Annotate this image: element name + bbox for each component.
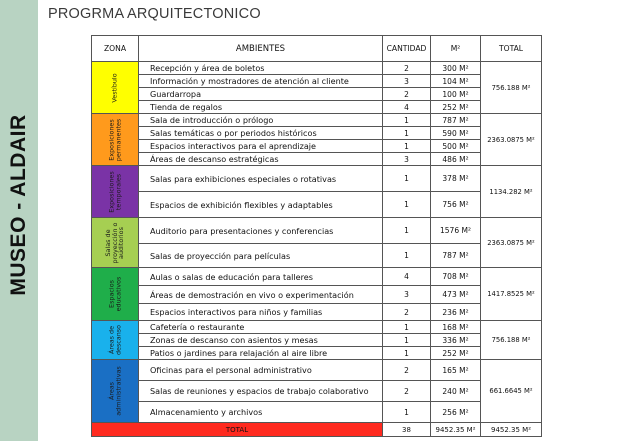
- m2-cell: 236 M²: [431, 304, 481, 321]
- total-row: [92, 423, 542, 437]
- m2-cell: 300 M²: [431, 62, 481, 75]
- program-table: [91, 35, 542, 437]
- grand-total-cell: 9452.35 M²: [481, 423, 542, 437]
- zone-total-cell: 756.188 M²: [481, 62, 542, 114]
- ambiente-cell: Salas de reuniones y espacios de trabajo colaborativo: [139, 381, 383, 402]
- cantidad-cell: 2: [383, 304, 431, 321]
- side-title: MUSEO - ALDAIR: [7, 114, 30, 296]
- table-row: [92, 268, 542, 286]
- cantidad-cell: 1: [383, 127, 431, 140]
- zone-total-cell: 2363.0875 M²: [481, 114, 542, 166]
- table-row: [92, 244, 542, 268]
- table-row: [92, 304, 542, 321]
- m2-cell: 756 M²: [431, 192, 481, 218]
- table-row: [92, 347, 542, 360]
- ambiente-cell: Áreas de demostración en vivo o experimentación: [139, 286, 383, 304]
- cantidad-cell: 2: [383, 88, 431, 101]
- m2-cell: 378 M²: [431, 166, 481, 192]
- zone-total-cell: 2363.0875 M²: [481, 218, 542, 268]
- ambiente-cell: Tienda de regalos: [139, 101, 383, 114]
- ambiente-cell: Espacios de exhibición flexibles y adaptables: [139, 192, 383, 218]
- zone-label: Vestíbulo: [110, 72, 119, 103]
- cantidad-cell: 2: [383, 360, 431, 381]
- zone-label: Exposiciones temporales: [107, 170, 122, 213]
- total-label-cell: TOTAL: [92, 423, 383, 437]
- zone-label: Exposiciones permanentes: [107, 118, 122, 161]
- zone-total-cell: 661.6645 M²: [481, 360, 542, 423]
- cantidad-cell: 1: [383, 402, 431, 423]
- total-cantidad-cell: 38: [383, 423, 431, 437]
- header-total: TOTAL: [481, 36, 542, 62]
- zone-total-cell: 1134.282 M²: [481, 166, 542, 218]
- zone-cell-exposiciones-temporales: [92, 166, 139, 218]
- cantidad-cell: 1: [383, 334, 431, 347]
- table-row: [92, 321, 542, 334]
- ambiente-cell: Sala de introducción o prólogo: [139, 114, 383, 127]
- table-row: [92, 62, 542, 75]
- ambiente-cell: Información y mostradores de atención al cliente: [139, 75, 383, 88]
- ambiente-cell: Almacenamiento y archivos: [139, 402, 383, 423]
- ambiente-cell: Recepción y área de boletos: [139, 62, 383, 75]
- ambiente-cell: Patios o jardines para relajación al aire libre: [139, 347, 383, 360]
- m2-cell: 252 M²: [431, 101, 481, 114]
- ambiente-cell: Salas para exhibiciones especiales o rotativas: [139, 166, 383, 192]
- table-row: [92, 360, 542, 381]
- zone-label: Áreas administrativas: [107, 366, 122, 416]
- m2-cell: 252 M²: [431, 347, 481, 360]
- cantidad-cell: 1: [383, 321, 431, 334]
- zone-cell-salas-proyeccion: [92, 218, 139, 268]
- ambiente-cell: Salas temáticas o por periodos históricos: [139, 127, 383, 140]
- table-row: [92, 101, 542, 114]
- table-header-row: [92, 36, 542, 62]
- cantidad-cell: 3: [383, 286, 431, 304]
- zone-total-cell: 756.188 M²: [481, 321, 542, 360]
- table-row: [92, 381, 542, 402]
- ambiente-cell: Oficinas para el personal administrativo: [139, 360, 383, 381]
- m2-cell: 100 M²: [431, 88, 481, 101]
- cantidad-cell: 1: [383, 166, 431, 192]
- zone-cell-vestibulo: [92, 62, 139, 114]
- m2-cell: 1576 M²: [431, 218, 481, 244]
- m2-cell: 500 M²: [431, 140, 481, 153]
- table-row: [92, 192, 542, 218]
- table-row: [92, 286, 542, 304]
- table-row: [92, 114, 542, 127]
- side-banner: [0, 0, 38, 441]
- total-m2-cell: 9452.35 M²: [431, 423, 481, 437]
- table-row: [92, 127, 542, 140]
- zone-total-cell: 1417.8525 M²: [481, 268, 542, 321]
- ambiente-cell: Áreas de descanso estratégicas: [139, 153, 383, 166]
- cantidad-cell: 2: [383, 381, 431, 402]
- cantidad-cell: 1: [383, 244, 431, 268]
- ambiente-cell: Guardarropa: [139, 88, 383, 101]
- ambiente-cell: Salas de proyección para películas: [139, 244, 383, 268]
- table-row: [92, 334, 542, 347]
- zone-cell-exposiciones-permanentes: [92, 114, 139, 166]
- zone-label: Áreas de descanso: [107, 324, 122, 356]
- cantidad-cell: 1: [383, 218, 431, 244]
- m2-cell: 168 M²: [431, 321, 481, 334]
- page-title: PROGRMA ARQUITECTONICO: [48, 6, 261, 22]
- m2-cell: 708 M²: [431, 268, 481, 286]
- cantidad-cell: 2: [383, 62, 431, 75]
- zone-cell-areas-administrativas: [92, 360, 139, 423]
- zone-cell-areas-descanso: [92, 321, 139, 360]
- cantidad-cell: 4: [383, 101, 431, 114]
- cantidad-cell: 4: [383, 268, 431, 286]
- m2-cell: 473 M²: [431, 286, 481, 304]
- cantidad-cell: 1: [383, 347, 431, 360]
- zone-cell-espacios-educativos: [92, 268, 139, 321]
- zone-label: Espacios educativos: [107, 276, 122, 312]
- ambiente-cell: Auditorio para presentaciones y conferencias: [139, 218, 383, 244]
- zone-label: Salas de proyección o auditorios: [103, 222, 126, 263]
- m2-cell: 256 M²: [431, 402, 481, 423]
- ambiente-cell: Cafetería o restaurante: [139, 321, 383, 334]
- m2-cell: 240 M²: [431, 381, 481, 402]
- header-zona: ZONA: [92, 36, 139, 62]
- cantidad-cell: 1: [383, 192, 431, 218]
- table-row: [92, 75, 542, 88]
- m2-cell: 336 M²: [431, 334, 481, 347]
- table-row: [92, 153, 542, 166]
- header-cantidad: CANTIDAD: [383, 36, 431, 62]
- table-row: [92, 218, 542, 244]
- ambiente-cell: Zonas de descanso con asientos y mesas: [139, 334, 383, 347]
- cantidad-cell: 3: [383, 153, 431, 166]
- ambiente-cell: Espacios interactivos para niños y familias: [139, 304, 383, 321]
- m2-cell: 104 M²: [431, 75, 481, 88]
- cantidad-cell: 1: [383, 114, 431, 127]
- cantidad-cell: 1: [383, 140, 431, 153]
- m2-cell: 165 M²: [431, 360, 481, 381]
- cantidad-cell: 3: [383, 75, 431, 88]
- table-row: [92, 402, 542, 423]
- ambiente-cell: Espacios interactivos para el aprendizaje: [139, 140, 383, 153]
- header-m2: M²: [431, 36, 481, 62]
- m2-cell: 486 M²: [431, 153, 481, 166]
- m2-cell: 787 M²: [431, 114, 481, 127]
- m2-cell: 590 M²: [431, 127, 481, 140]
- table-row: [92, 140, 542, 153]
- m2-cell: 787 M²: [431, 244, 481, 268]
- ambiente-cell: Aulas o salas de educación para talleres: [139, 268, 383, 286]
- table-row: [92, 88, 542, 101]
- header-ambientes: AMBIENTES: [139, 36, 383, 62]
- table-row: [92, 166, 542, 192]
